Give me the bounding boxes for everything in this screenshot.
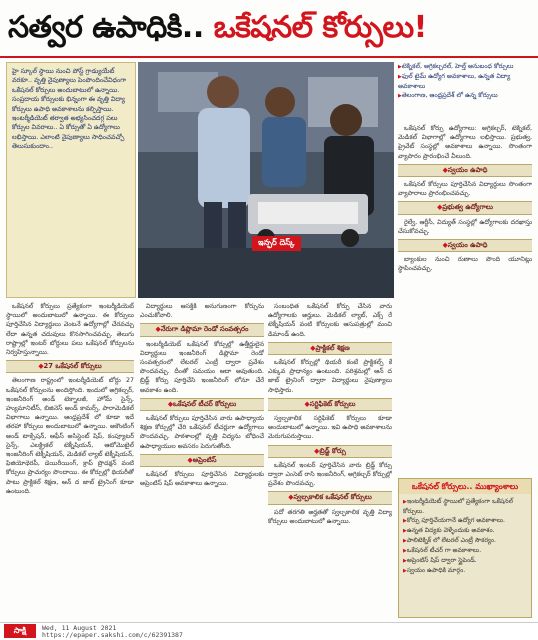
paragraph: ఒకేషనల్ ఇంటర్ పూర్తిచేసిన వారు బ్రిడ్జ్ కోర్సు ద్వారా ఎంసెట్ రాసి ఇంజనీరింగ్, అగ్రికల్చర్ కోర్సుల్లో ప్రవేశం పొందవచ్చు. (268, 461, 392, 488)
summary-item: ▶ స్వయం ఉపాధికి మార్గం. (403, 566, 527, 576)
subheading: ◆ ఒకేషనల్ టీచర్ కోర్సులు (140, 398, 264, 411)
side-bullet: ▶ టెక్నికల్, అగ్రికల్చరల్, హెల్త్ అనుబంధ కోర్సులు (398, 62, 532, 72)
headline-part1: సత్వర ఉపాధికి.. (8, 10, 204, 45)
footer (0, 622, 538, 640)
paragraph: విద్యార్థులు ఆసక్తికి అనుగుణంగా కోర్సును ఎంచుకోవాలి. (140, 303, 264, 320)
subheading: ◆ స్వయం ఉపాధి (398, 239, 532, 252)
paragraph: ఒకేషనల్ కోర్సుల్లో థియరీ కంటే ప్రాక్టికల్స్ కే ఎక్కువ ప్రాధాన్యం ఉంటుంది. పరిశ్రమల్లో ఆన్ ద జాబ్ ట్రైనింగ్ ద్వారా విద్యార్థులు నైపుణ్యాలు సాధిస్తారు. (268, 359, 392, 394)
paragraph: ఒకేషనల్ కోర్సులు పూర్తిచేసిన వారు ఉపాధ్యాయ శిక్షణ కోర్సుల్లో చేరి ఒకేషనల్ టీచర్లుగా ఉద్యోగాలు పొందవచ్చు. పాఠశాలల్లో వృత్తి విద్యను బోధించే ఉపాధ్యాయుల అవసరం పెరుగుతోంది. (140, 415, 264, 450)
students-robotics-photo (138, 62, 394, 298)
sakshi-logo: సాక్షి (4, 624, 36, 638)
intro-box: హై స్కూల్ స్థాయి నుంచి పోస్ట్ గ్రాడ్యుయేట్ వరకూ.. వృత్తి నైపుణ్యాలు పెంపొందించేవిధంగా ఒకేషనల్ కోర్సులు అందుబాటులో ఉన్నాయి. సంప్రదాయ కోర్సులకు భిన్నంగా ఈ వృత్తి విద్యా కోర్సులు ఉపాధి అవకాశాలను కల్పిస్తాయి. ఇంటర్మీడియెట్ తర్వాత అభ్యసించదగ్గ పలు కోర్సుల వివరాలు.. ఏ కోర్సుతో ఏ ఉద్యోగాలు లభిస్తాయి. ఎలాంటి నైపుణ్యాలు సాధించవచ్చో తెలుసుకుందాం.. (6, 62, 136, 298)
summary-item: ▶ ఇంటర్మీడియెట్ స్థాయిలో ప్రత్యేకంగా ఒకేషనల్ కోర్సులు. (403, 497, 527, 516)
summary-box (398, 478, 532, 618)
subheading: ◆ 27 ఒకేషనల్ కోర్సులు (6, 360, 134, 373)
byline: ఇన్ఫర్ దెస్క్ (252, 236, 301, 251)
subheading: ◆ అప్రెంటిస్ (140, 454, 264, 467)
summary-item: ▶ పాలిటెక్నిక్ లో లేటరల్ ఎంట్రీ సౌకర్యం. (403, 536, 527, 546)
paragraph: సంబంధిత ఒకేషనల్ కోర్సు చేసిన వారు ఉద్యోగాలకు అర్హులు. మెడికల్ ల్యాబ్, ఎక్స్ రే టెక్నీషియన్ వంటి కోర్సులకు ఆసుపత్రుల్లో మంచి డిమాండ్ ఉంది. (268, 303, 392, 338)
summary-item: ▶ ఒకేషనల్ టీచర్ గా అవకాశాలు. (403, 546, 527, 556)
headline (8, 10, 530, 54)
paragraph: పదో తరగతి అర్హతతో స్వల్పకాలిక వృత్తి విద్యా కోర్సులు అందుబాటులో ఉన్నాయి. (268, 508, 392, 525)
side-bullet: ▶ తెలంగాణ, ఆంధ్రప్రదేశ్ లో ఉన్న కోర్సులు (398, 91, 532, 101)
column-4 (398, 124, 532, 474)
paragraph: ఒకేషనల్ కోర్సు ఉద్యోగాలు: అగ్రికల్చర్, టెక్నికల్, మెడికల్ విభాగాల్లో ఉద్యోగాలు లభిస్తాయి. ప్రభుత్వ, ప్రైవేట్ సంస్థల్లో అవకాశాలు ఉన్నాయి. సొంతంగా వ్యాపారం ప్రారంభించే వీలుంది. (398, 125, 532, 160)
side-bullet: ▶ ఫుల్ టైమ్ ఉద్యోగ అవకాశాలు, ఉన్నత విద్యా అవకాశాలు (398, 72, 532, 91)
header-divider (0, 56, 538, 58)
summary-item: ▶ ఉన్నత విద్యకు వెళ్ళేందుకు అవకాశం. (403, 526, 527, 536)
paragraph: ఒకేషనల్ కోర్సులు పూర్తిచేసిన విద్యార్థులు సొంతంగా వ్యాపారాలు ప్రారంభించవచ్చు. (398, 181, 532, 198)
subheading: ◆ ప్రభుత్వ ఉద్యోగాలు (398, 201, 532, 214)
column-2 (140, 302, 264, 618)
subheading: ◆ ప్రాక్టికల్ శిక్షణ (268, 342, 392, 355)
subheading: ◆ బ్రిడ్జ్ కోర్సు (268, 445, 392, 458)
side-bullets (398, 62, 532, 122)
paragraph: బ్యాంకుల నుంచి రుణాలు పొంది యూనిట్లు స్థాపించవచ్చు. (398, 256, 532, 273)
article-photo (138, 62, 394, 298)
paragraph: ఒకేషనల్ కోర్సులు ప్రత్యేకంగా ఇంటర్మీడియెట్ స్థాయిలో అందుబాటులో ఉన్నాయి. ఈ కోర్సులు పూర్తిచేసిన విద్యార్థులు వెంటనే ఉద్యోగాల్లో చేరవచ్చు లేదా ఉన్నత చదువులు కొనసాగించవచ్చు. తెలుగు రాష్ట్రాల్లో ఇంటర్ బోర్డులు పలు ఒకేషనల్ కోర్సులను నిర్వహిస్తున్నాయి. (6, 303, 134, 357)
subheading: ◆ స్వయం ఉపాధి (398, 164, 532, 177)
headline-part2: ఒకేషనల్ కోర్సులు! (213, 10, 427, 45)
paragraph: స్వల్పకాలిక సర్టిఫికెట్ కోర్సులు కూడా అందుబాటులో ఉన్నాయి. ఇవి ఉపాధి అవకాశాలను మెరుగుపరుస్తాయి. (268, 415, 392, 441)
paragraph: ఇంటర్మీడియెట్ ఒకేషనల్ కోర్సుల్లో ఉత్తీర్ణులైన విద్యార్థులు ఇంజనీరింగ్ డిప్లొమా రెండో సంవత్సరంలో లేటరల్ ఎంట్రీ ద్వారా ప్రవేశం పొందవచ్చు. దీంతో సమయం ఆదా అవుతుంది. బ్రిడ్జ్ కోర్సు పూర్తిచేసి ఇంజనీరింగ్ లోనూ చేరే అవకాశం ఉంది. (140, 340, 264, 394)
paragraph: తెలంగాణ రాష్ట్రంలో ఇంటర్మీడియెట్ బోర్డు 27 ఒకేషనల్ కోర్సులను అందిస్తోంది. ఇందులో అగ్రికల్చర్, ఇంజనీరింగ్ అండ్ టెక్నాలజీ, హోమ్ సైన్స్, హ్యుమానిటీస్, బిజినెస్ అండ్ కామర్స్, పారామెడికల్ విభాగాలు ఉన్నాయి. ఆంధ్రప్రదేశ్ లో కూడా ఇదే తరహా కోర్సులు అందుబాటులో ఉన్నాయి. అకౌంటింగ్ అండ్ టాక్సేషన్, ఆఫీస్ అసిస్టెంట్ షిప్, కంప్యూటర్ సైన్స్, ఎలక్ట్రికల్ టెక్నీషియన్, ఆటోమొబైల్ ఇంజనీరింగ్ టెక్నీషియన్, మెడికల్ ల్యాబ్ టెక్నీషియన్, ఫిజియోథెరపీ, డెయిరీయింగ్, క్రాప్ ప్రొడక్షన్ వంటి కోర్సులు ప్రాచుర్యం పొందాయి. ఈ కోర్సుల్లో థియరీతో పాటు ప్రాక్టికల్ శిక్షణ, ఆన్ ద జాబ్ ట్రైనింగ్ కూడా ఉంటుంది. (6, 377, 134, 495)
summary-title: ఒకేషనల్ కోర్సులు.. ముఖ్యాంశాలు (399, 479, 531, 494)
paragraph: ఒకేషనల్ కోర్సులు పూర్తిచేసిన విద్యార్థులకు అప్రెంటిస్ షిప్ అవకాశాలు ఉన్నాయి. (140, 471, 264, 488)
paragraph: రైల్వే, ఆర్టీసీ, విద్యుత్ సంస్థల్లో ఉద్యోగాలకు దరఖాస్తు చేసుకోవచ్చు. (398, 218, 532, 235)
column-1 (6, 302, 134, 618)
summary-item: ▶ అప్రెంటిస్ షిప్ ద్వారా స్టైపెండ్. (403, 556, 527, 566)
summary-item: ▶ కోర్సు పూర్తిచేయగానే ఉద్యోగ అవకాశాలు. (403, 516, 527, 526)
footer-url[interactable]: https://epaper.sakshi.com/c/62391387 (42, 631, 183, 639)
subheading: ◆ సర్టిఫికెట్ కోర్సులు (268, 398, 392, 411)
subheading: ◆ స్వల్పకాలిక ఒకేషనల్ కోర్సులు (268, 491, 392, 504)
footer-date: Wed, 11 August 2021 (42, 624, 117, 632)
column-3 (268, 302, 392, 618)
subheading: ◆ నేరుగా డిప్లొమా రెండో సంవత్సరం (140, 323, 264, 336)
